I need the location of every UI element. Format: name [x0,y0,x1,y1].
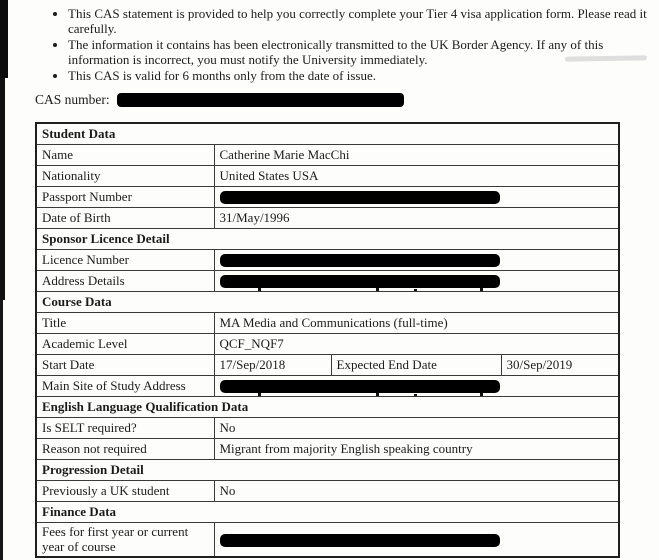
field-label: Address Details [36,270,214,291]
cas-table-body [36,123,619,557]
field-value: 31/May/1996 [214,207,619,228]
field-label: Expected End Date [331,354,501,375]
notice-bullet: • This CAS statement is provided to help you correctly complete your Tier 4 visa application form. Please read it carefully. [68,6,659,36]
field-label: Reason not required [36,438,214,459]
section-header: Sponsor Licence Detail [36,228,619,249]
section-row [36,501,619,522]
field-value: No [214,417,619,438]
field-value: MA Media and Communications (full-time) [214,312,619,333]
field-row [36,249,619,270]
field-row [36,165,619,186]
field-row [36,417,619,438]
section-row [36,228,619,249]
field-value: 30/Sep/2019 [501,354,619,375]
field-row [36,270,619,291]
field-label: Name [36,144,214,165]
field-row [36,375,619,396]
field-label: Academic Level [36,333,214,354]
redacted-value-bar [220,191,500,204]
section-row [36,291,619,312]
field-row [36,144,619,165]
redacted-value-bar [220,380,500,393]
notice-bullet-list [50,6,659,84]
section-header: Finance Data [36,501,619,522]
field-value: No [214,480,619,501]
field-value: 17/Sep/2018 [214,354,331,375]
field-row [36,333,619,354]
section-row [36,459,619,480]
field-value: United States USA [214,165,619,186]
section-header: English Language Qualification Data [36,396,619,417]
field-row [36,438,619,459]
notice-bullet: • This CAS is valid for 6 months only from the date of issue. [68,68,659,83]
section-header: Course Data [36,291,619,312]
field-label: Nationality [36,165,214,186]
cas-number-line [35,92,404,108]
field-row [36,522,619,557]
redacted-value-bar [220,275,500,288]
field-label: Licence Number [36,249,214,270]
field-label: Fees for first year or current year of course [36,522,214,557]
field-row [36,186,619,207]
field-label: Previously a UK student [36,480,214,501]
field-value: Catherine Marie MacChi [214,144,619,165]
scan-artifact-segment [0,0,8,78]
cas-data-table [35,122,620,558]
field-value [214,186,619,207]
field-label: Title [36,312,214,333]
field-label: Passport Number [36,186,214,207]
field-label: Is SELT required? [36,417,214,438]
field-value: QCF_NQF7 [214,333,619,354]
field-row [36,207,619,228]
section-row [36,123,619,144]
scan-artifact-segment [0,78,5,300]
field-value: Migrant from majority English speaking country [214,438,619,459]
redacted-value-bar [220,534,500,547]
field-value [214,375,619,396]
field-value [214,522,619,557]
field-label: Date of Birth [36,207,214,228]
cas-number-label: CAS number: [35,92,110,107]
cas-number-redacted-value [117,93,404,107]
field-row [36,354,619,375]
section-header: Progression Detail [36,459,619,480]
field-value [214,249,619,270]
scan-artifact-segment [0,300,3,560]
redacted-value-bar [220,254,500,267]
field-label: Start Date [36,354,214,375]
section-row [36,396,619,417]
notice-bullet: • The information it contains has been electronically transmitted to the UK Border Agency. If any of this information is incorrect, you must notify the University immediately. [68,37,659,67]
scan-artifact-left-edge [0,0,10,560]
field-value [214,270,619,291]
field-row [36,312,619,333]
field-label: Main Site of Study Address [36,375,214,396]
field-row [36,480,619,501]
section-header: Student Data [36,123,619,144]
